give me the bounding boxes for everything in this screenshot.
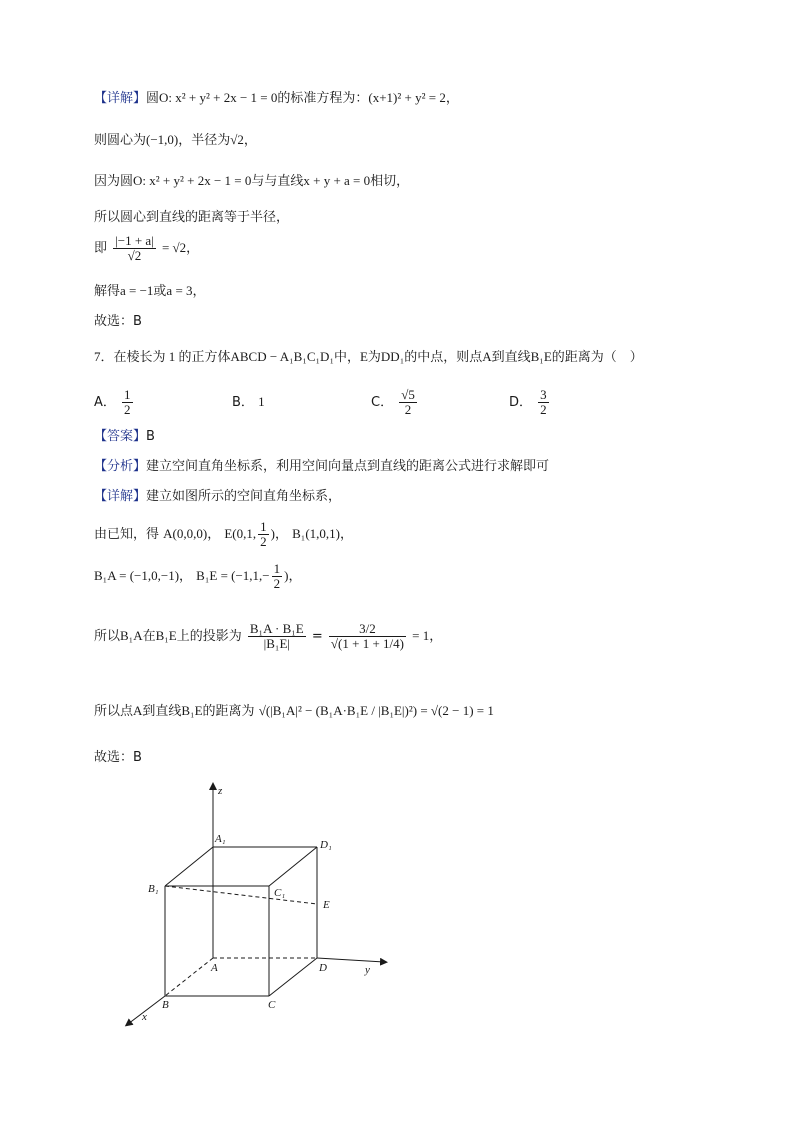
- segment-b1-e: [165, 886, 317, 904]
- label-b1: B₁: [148, 883, 159, 895]
- detail-tag: 【详解】: [94, 91, 147, 106]
- center-radius-text: 则圆心为(−1,0)，半径为√2，: [94, 132, 257, 147]
- tangent-text: 因为圆O: x² + y² + 2x − 1 = 0与与直线x + y + a = 0相切，: [94, 173, 410, 188]
- vectors-line: B₁A = (−1,0,−1)， B₁E = (−1,1,− $\frac{1}{2}$ )，: [94, 561, 302, 591]
- option-d-fraction: [538, 388, 549, 417]
- detail-line-2: [94, 131, 257, 150]
- option-b: [232, 391, 265, 410]
- point-e-num: 1: [260, 519, 267, 534]
- vector-b1e-fraction: [272, 562, 283, 591]
- point-e-fraction: [258, 520, 269, 549]
- detail-intro-line: [94, 488, 341, 506]
- projection-value-fraction: [329, 622, 406, 651]
- answer-tag: 【答案】: [94, 429, 147, 444]
- distance-denominator: √2: [127, 248, 142, 263]
- point-e-den: 2: [260, 534, 267, 549]
- detail-line-1: [94, 89, 459, 108]
- detail-line-3: [94, 172, 409, 191]
- option-b-value: 1: [258, 394, 265, 409]
- projection-line: 所以B₁A在B₁E上的投影为 $\frac{\text{B₁A · B₁E}}{\text{|B₁E|}}$ = $\frac{3/2}{√(1 + 1 + 1/4)}$ = 1，: [94, 621, 443, 651]
- projection-result: = 1，: [412, 628, 443, 643]
- answer-value: B: [146, 429, 155, 444]
- projection-fraction: [248, 622, 306, 651]
- label-a1: A₁: [215, 833, 226, 845]
- detail-line-6: [94, 282, 206, 301]
- label-y: y: [365, 964, 370, 976]
- option-c-fraction: [399, 388, 417, 417]
- option-c: [371, 388, 419, 417]
- answer-line: [94, 428, 155, 446]
- label-z: z: [218, 785, 223, 797]
- cube-diagram: [120, 780, 410, 1040]
- detail2-tag: 【详解】: [94, 489, 147, 504]
- label-d1: D₁: [320, 839, 332, 851]
- option-c-den: 2: [404, 402, 412, 417]
- label-x: x: [142, 1011, 147, 1023]
- label-d: D: [319, 962, 327, 974]
- option-a-den: 2: [124, 402, 131, 417]
- edge-a-b: [165, 958, 213, 996]
- point-e-coord-post: ): [270, 526, 275, 541]
- analysis-text: 建立空间直角坐标系，利用空间向量点到直线的距离公式进行求解即可: [146, 459, 550, 474]
- vector-b1e-post: ): [284, 568, 289, 583]
- vector-b1e-den: 2: [273, 576, 281, 591]
- option-a-num: 1: [124, 387, 131, 402]
- distance-fraction: [113, 234, 156, 263]
- option-c-label: C．: [371, 395, 394, 410]
- point-e-coord-pre: E(0,1,: [224, 526, 257, 541]
- y-axis: [317, 958, 384, 962]
- choose-text: 故选：B: [94, 314, 142, 329]
- projection-text: 所以B₁A在B₁E上的投影为: [94, 628, 242, 643]
- label-c1: C₁: [274, 887, 286, 899]
- circle-equation-text: 圆O: x² + y² + 2x − 1 = 0的标准方程为：(x+1)² + y² = 2，: [146, 90, 459, 105]
- ji-prefix: 即: [94, 241, 108, 256]
- option-d-den: 2: [540, 402, 547, 417]
- question-stem: [94, 348, 643, 367]
- point-b1-coord: B₁(1,0,1): [292, 526, 340, 541]
- detail-line-7: [94, 313, 142, 331]
- detail-line-5: [94, 234, 199, 263]
- edge-d1-c1: [269, 847, 317, 886]
- question-text: 7．在棱长为 1 的正方体ABCD − A₁B₁C₁D₁中，E为DD₁的中点，则点A到直线B₁E的距离为（ ）: [94, 349, 643, 364]
- final-choose-text: 故选：B: [94, 750, 142, 765]
- vector-b1e-num: 1: [273, 561, 281, 576]
- distance-text: 所以点A到直线B₁E的距离为: [94, 703, 255, 718]
- option-d: [509, 388, 551, 417]
- label-a: A: [211, 962, 218, 974]
- option-d-label: D．: [509, 395, 533, 410]
- option-a: [94, 388, 135, 417]
- solve-a-text: 解得a = −1或a = 3，: [94, 283, 206, 298]
- distance-line: [94, 702, 494, 721]
- final-choose-line: [94, 749, 142, 767]
- option-d-num: 3: [540, 387, 547, 402]
- detail-line-4: [94, 209, 289, 227]
- coords-line: 由已知，得 A(0,0,0)， E(0,1, $\frac{1}{2}$ )， B₁(1,0,1)，: [94, 519, 353, 549]
- option-a-label: A．: [94, 395, 116, 410]
- projection-value-den: √(1 + 1 + 1/4): [330, 636, 404, 651]
- coords-prefix: 由已知，得: [94, 527, 160, 542]
- projection-num: B₁A · B₁E: [249, 621, 304, 636]
- vector-b1a: B₁A = (−1,0,−1): [94, 568, 180, 583]
- edge-c-d: [269, 958, 317, 996]
- vector-b1e-pre: B₁E = (−1,1,−: [196, 568, 270, 583]
- detail-intro-text: 建立如图所示的空间直角坐标系，: [146, 489, 342, 504]
- distance-formula: √(|B₁A|² − (B₁A·B₁E / |B₁E|)²) = √(2 − 1) = 1: [258, 703, 494, 718]
- projection-value-num: 3/2: [329, 622, 406, 637]
- label-b: B: [162, 999, 169, 1011]
- label-e: E: [323, 899, 330, 911]
- option-b-label: B．: [232, 395, 254, 410]
- projection-den: |B₁E|: [263, 636, 290, 651]
- distance-equals-radius-text: 所以圆心到直线的距离等于半径，: [94, 210, 290, 225]
- option-a-fraction: [122, 388, 133, 417]
- distance-result: = √2，: [161, 240, 200, 255]
- edge-a1-b1: [165, 847, 213, 886]
- analysis-line: [94, 458, 549, 476]
- analysis-tag: 【分析】: [94, 459, 147, 474]
- point-a-coord: A(0,0,0): [163, 526, 208, 541]
- option-c-num: √5: [401, 387, 415, 402]
- label-c: C: [268, 999, 276, 1011]
- distance-numerator: |−1 + a|: [115, 233, 154, 248]
